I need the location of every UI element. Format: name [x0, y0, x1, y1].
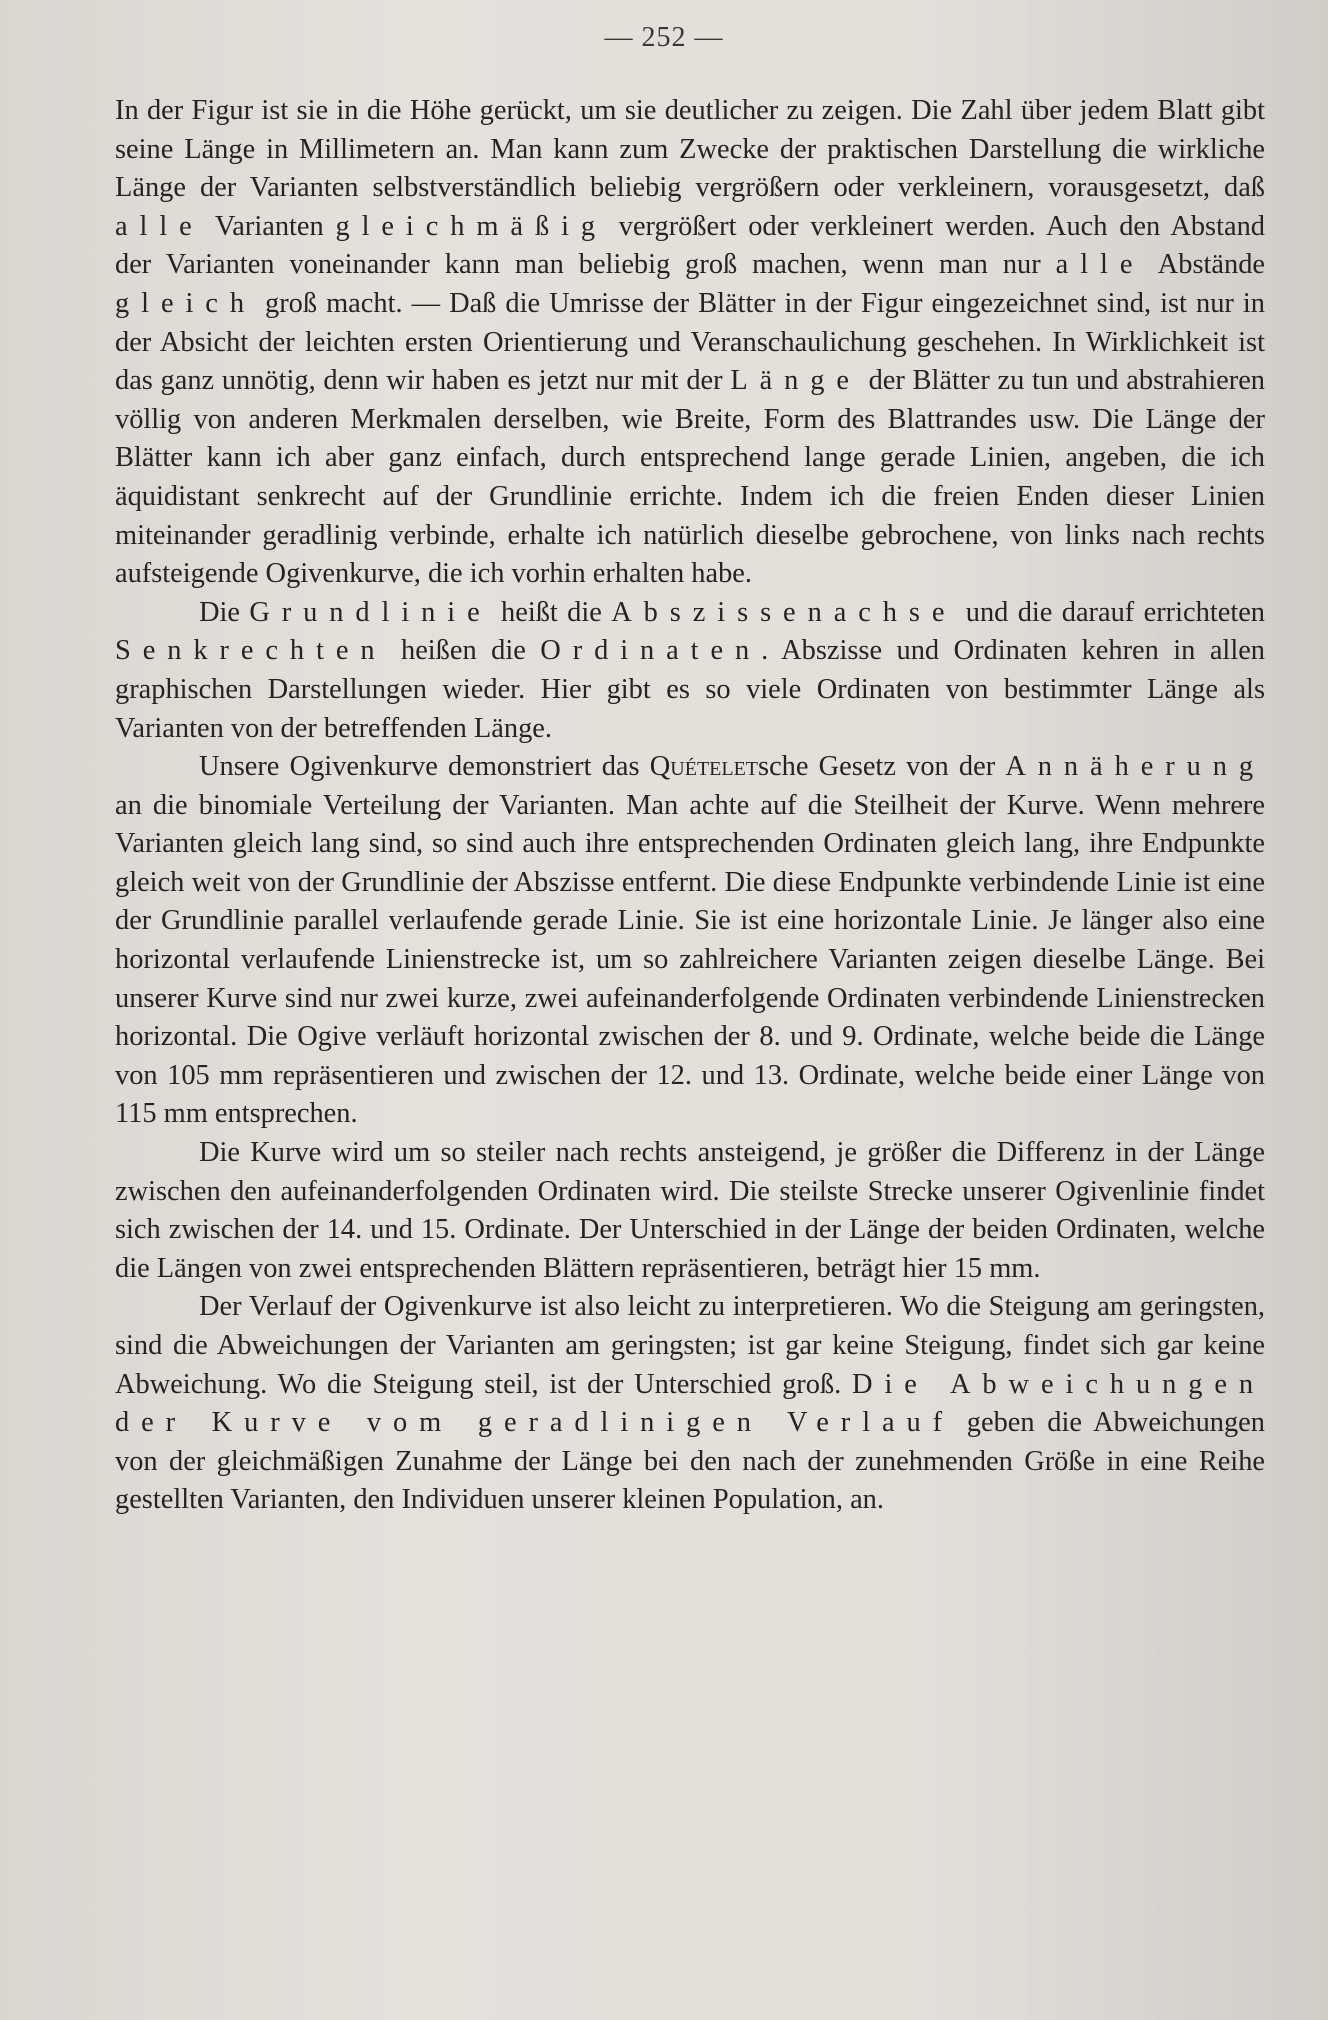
text-run: an die binomiale Verteilung der Varianten. Man achte auf die Steilheit der Kurve. Wenn mehrere Varianten gleich lang sind, so sind auch ihre entsprechenden Ordinaten gleich lang, ihre Endpunkte gleich weit von der Grundlinie der Abszisse entfernt. Die diese Endpunkte verbindende Linie ist eine der Grundlinie parallel verlaufende gerade Linie. Sie ist eine horizontale Linie. Je länger also eine horizontal verlaufende Linienstrecke ist, um so zahlreichere Varianten zeigen dieselbe Länge. Bei unserer Kurve sind nur zwei kurze, zwei aufeinanderfolgende Ordinaten verbindende Linienstrecken horizontal. Die Ogive verläuft horizontal zwischen der 8. und 9. Ordinate, welche beide die Länge von 105 mm repräsentieren und zwischen der 12. und 13. Ordinate, welche beide einer Länge von 115 mm entsprechen.: [115, 789, 1265, 1130]
text-run: der Blätter zu tun und abstrahieren völlig von anderen Merkmalen derselben, wie Breite, Form des Blattrandes usw. Die Länge der Blätter kann ich aber ganz einfach, durch entsprechend lange gerade Linien, angeben, die ich äquidistant senkrecht auf der Grundlinie errichte. Indem ich die freien Enden dieser Linien miteinander geradlinig verbinde, erhalte ich natürlich dieselbe gebrochene, von links nach rechts aufsteigende Ogivenkurve, die ich vorhin erhalten habe.: [115, 365, 1265, 590]
spaced-emphasis-text: gleichmäßig: [335, 210, 608, 242]
spaced-emphasis-text: Grundlinie: [249, 596, 492, 628]
text-run: vergrößert oder verkleinert werden. Auch den Abstand der Varianten voneinander kann man beliebig groß machen, wenn man nur: [115, 210, 1265, 281]
spaced-emphasis-text: alle: [1055, 249, 1145, 281]
text-run: heißt die: [491, 596, 612, 628]
spaced-emphasis-text: gleich: [115, 287, 256, 319]
text-run: Varianten: [203, 210, 336, 242]
paragraph: [115, 748, 1265, 1134]
text-run: sche Gesetz von der: [758, 751, 1006, 783]
text-run: Abstände: [1144, 249, 1266, 281]
spaced-emphasis-text: Annäherung: [1005, 751, 1265, 783]
spaced-emphasis-text: Senkrechten: [115, 635, 387, 667]
text-run: heißen die: [386, 635, 541, 667]
small-caps-name: Quételet: [649, 751, 759, 783]
spaced-emphasis-text: Abszissenachse: [611, 596, 957, 628]
text-run: geben die Abweichungen von der gleichmäßigen Zunahme der Länge bei den nach der zunehmenden Größe in eine Reihe gestellten Varianten, den Individuen unserer kleinen Population, an.: [115, 1407, 1265, 1516]
text-run: . Abszisse und Ordinaten kehren in allen graphischen Darstellungen wieder. Hier gibt es so viele Ordinaten von bestimmter Länge als Varianten von der betreffenden Länge.: [115, 635, 1265, 744]
spaced-emphasis-text: alle: [115, 210, 204, 242]
spaced-emphasis-text: Ordinaten: [540, 635, 762, 667]
paragraph: [115, 1288, 1265, 1520]
text-run: Der Verlauf der Ogivenkurve ist also leicht zu interpretieren. Wo die Steigung am geringsten, sind die Abweichungen der Varianten am geringsten; ist gar keine Steigung, findet sich gar keine Abweichung. Wo die Steigung steil, ist der Unterschied groß.: [115, 1291, 1265, 1400]
text-run: Die: [199, 596, 250, 628]
text-run: Unsere Ogivenkurve demonstriert das: [199, 751, 650, 783]
spaced-emphasis-text: Die Abweichungen der Kurve vom geradlinigen Verlauf: [115, 1368, 1265, 1439]
text-run: und die darauf errichteten: [956, 596, 1265, 628]
text-run: Die Kurve wird um so steiler nach rechts ansteigend, je größer die Differenz in der Länge zwischen den aufeinanderfolgenden Ordinaten wird. Die steilste Strecke unserer Ogivenlinie findet sich zwischen der 14. und 15. Ordinate. Der Unterschied in der Länge der beiden Ordinaten, welche die Längen von zwei entsprechenden Blättern repräsentieren, beträgt hier 15 mm.: [115, 1137, 1265, 1284]
page-number: — 252 —: [604, 22, 724, 53]
paragraph: [115, 92, 1265, 594]
text-run: groß macht. — Daß die Umrisse der Blätter in der Figur eingezeichnet sind, ist nur in der Absicht der leichten ersten Orientierung und Veranschaulichung geschehen. In Wirklichkeit ist das ganz unnötig, denn wir haben es jetzt nur mit der: [115, 287, 1265, 397]
text-run: In der Figur ist sie in die Höhe gerückt, um sie deutlicher zu zeigen. Die Zahl über jedem Blatt gibt seine Länge in Millimetern an. Man kann zum Zwecke der praktischen Darstellung die wirkliche Länge der Varianten selbstverständlich beliebig vergrößern oder verkleinern, vorausgesetzt, daß: [115, 95, 1265, 204]
spaced-emphasis-text: Länge: [730, 365, 861, 397]
paragraph: [115, 594, 1265, 748]
paragraph: [115, 1134, 1265, 1288]
body-text: [115, 92, 1265, 1520]
